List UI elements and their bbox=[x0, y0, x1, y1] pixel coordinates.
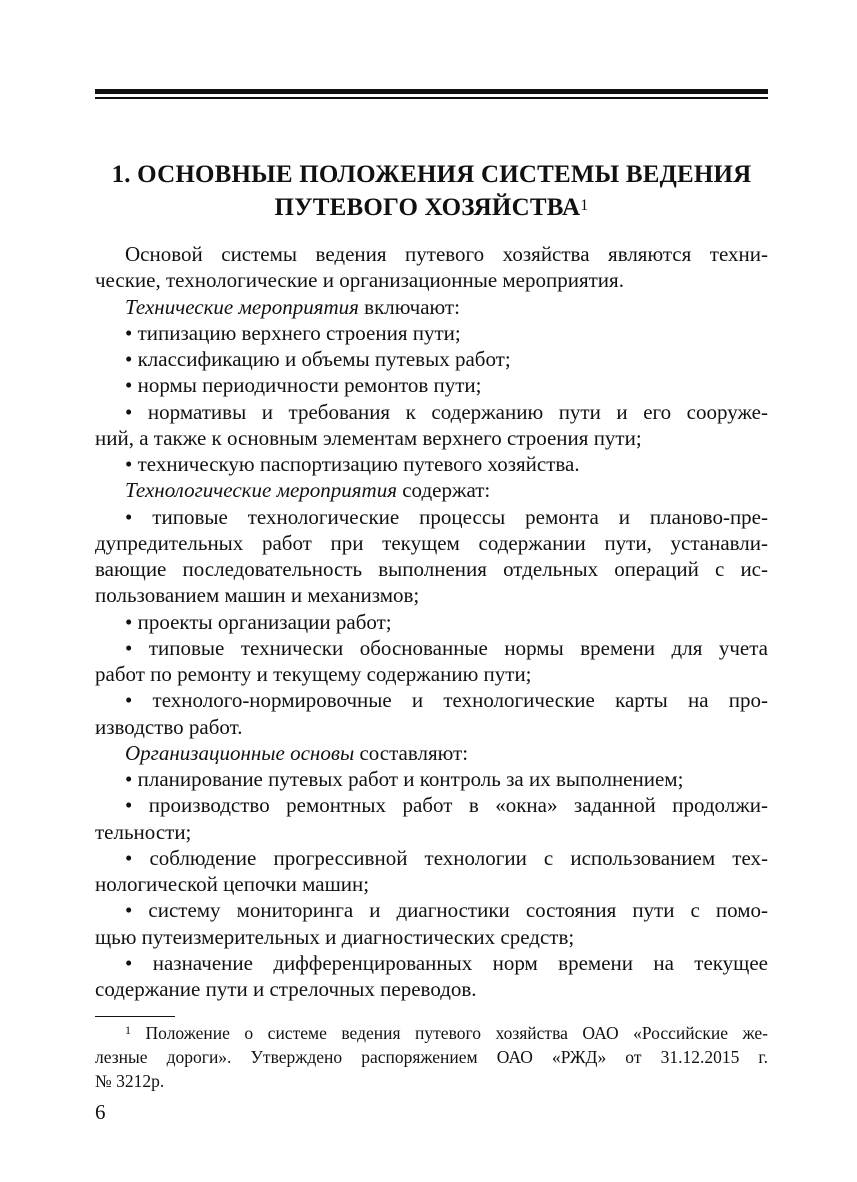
line-text: щью путеизмерительных и диагностических средств; bbox=[95, 924, 575, 949]
footnote-line bbox=[95, 1021, 768, 1045]
body-line bbox=[95, 924, 768, 950]
line-text: • типизацию верхнего строения пути; bbox=[125, 320, 461, 345]
footnote-line: № 3212р. bbox=[95, 1071, 165, 1091]
body-line bbox=[95, 477, 768, 503]
header-rule-thick bbox=[95, 89, 768, 94]
body-line bbox=[95, 871, 768, 897]
body-line bbox=[95, 635, 768, 661]
line-text: • технолого-нормировочные и технологические карты на про- bbox=[125, 688, 768, 713]
line-text: • типовые технически обоснованные нормы времени для учета bbox=[125, 635, 768, 660]
line-text: • систему мониторинга и диагностики состояния пути с помо- bbox=[125, 898, 768, 923]
line-text: вающие последовательность выполнения отдельных операций с ис- bbox=[95, 557, 768, 581]
line-text: ний, а также к основным элементам верхнего строения пути; bbox=[95, 425, 642, 450]
body-line bbox=[95, 556, 768, 582]
page-number: 6 bbox=[95, 1100, 106, 1124]
line-text: содержат: bbox=[396, 478, 491, 503]
footnote-mark: 1 bbox=[125, 1023, 131, 1037]
chapter-heading bbox=[95, 158, 768, 224]
footnote-line: лезные дороги». Утверждено распоряжением ОАО «РЖД» от 31.12.2015 г. bbox=[95, 1047, 768, 1067]
body-line bbox=[95, 346, 768, 372]
body-line bbox=[95, 897, 768, 923]
line-text: содержание пути и стрелочных переводов. bbox=[95, 977, 477, 1001]
body-line bbox=[95, 792, 768, 818]
line-text: • производство ремонтных работ в «окна» заданной продолжи- bbox=[125, 793, 768, 818]
body-line bbox=[95, 714, 768, 740]
footnote-reference[interactable]: 1 bbox=[580, 197, 589, 214]
line-text: • нормативы и требования к содержанию пути и его сооруже- bbox=[125, 399, 768, 424]
footnote-text: Положение о системе ведения путевого хозяйства ОАО «Российские же- bbox=[131, 1023, 768, 1043]
line-text: • классификацию и объемы путевых работ; bbox=[125, 347, 511, 371]
line-text: Основой системы ведения путевого хозяйства являются техни- bbox=[125, 242, 768, 266]
italic-term: Технологические мероприятия bbox=[125, 478, 397, 503]
italic-term: Технические мероприятия bbox=[125, 294, 359, 319]
line-text: пользованием машин и механизмов; bbox=[95, 583, 420, 608]
line-text: ческие, технологические и организационные мероприятия. bbox=[95, 268, 624, 293]
line-text: нологической цепочки машин; bbox=[95, 872, 370, 896]
line-text: дупредительных работ при текущем содержании пути, устанавли- bbox=[95, 530, 768, 555]
body-line bbox=[95, 819, 768, 845]
heading-line-2-text: ПУТЕВОГО ХОЗЯЙСТВА bbox=[274, 194, 581, 221]
body-line bbox=[95, 267, 768, 293]
body-line bbox=[95, 320, 768, 346]
body-line bbox=[95, 950, 768, 976]
body-line bbox=[95, 530, 768, 556]
italic-term: Организационные основы bbox=[125, 740, 355, 765]
body-line bbox=[95, 451, 768, 477]
body-line bbox=[95, 766, 768, 792]
body-line bbox=[95, 661, 768, 687]
body-line bbox=[95, 504, 768, 530]
line-text: • нормы периодичности ремонтов пути; bbox=[125, 373, 482, 398]
body-line bbox=[95, 372, 768, 398]
line-text: составляют: bbox=[354, 740, 469, 765]
line-text: тельности; bbox=[95, 819, 192, 844]
line-text: • типовые технологические процессы ремонта и планово-пре- bbox=[125, 504, 768, 529]
line-text: • назначение дифференцированных норм времени на текущее bbox=[125, 950, 768, 975]
header-rule-thin bbox=[95, 97, 768, 99]
body-line bbox=[95, 845, 768, 871]
body-line bbox=[95, 976, 768, 1002]
line-text: • соблюдение прогрессивной технологии с использованием тех- bbox=[125, 845, 768, 870]
body-line bbox=[95, 740, 768, 766]
line-text: • проекты организации работ; bbox=[125, 609, 392, 634]
heading-line-2 bbox=[95, 191, 768, 224]
body-text bbox=[95, 241, 768, 1002]
line-text: • планирование путевых работ и контроль за их выполнением; bbox=[125, 767, 684, 791]
body-line bbox=[95, 582, 768, 608]
line-text: работ по ремонту и текущему содержанию пути; bbox=[95, 662, 532, 686]
line-text: изводство работ. bbox=[95, 714, 243, 739]
footnote-separator bbox=[95, 1016, 175, 1017]
body-line bbox=[95, 241, 768, 267]
heading-line-1: 1. ОСНОВНЫЕ ПОЛОЖЕНИЯ СИСТЕМЫ ВЕДЕНИЯ bbox=[111, 161, 752, 188]
line-text: • техническую паспортизацию путевого хозяйства. bbox=[125, 452, 580, 476]
body-line bbox=[95, 609, 768, 635]
line-text: включают: bbox=[358, 294, 460, 319]
body-line bbox=[95, 399, 768, 425]
body-line bbox=[95, 294, 768, 320]
body-line bbox=[95, 687, 768, 713]
footnote bbox=[95, 1021, 768, 1093]
body-line bbox=[95, 425, 768, 451]
